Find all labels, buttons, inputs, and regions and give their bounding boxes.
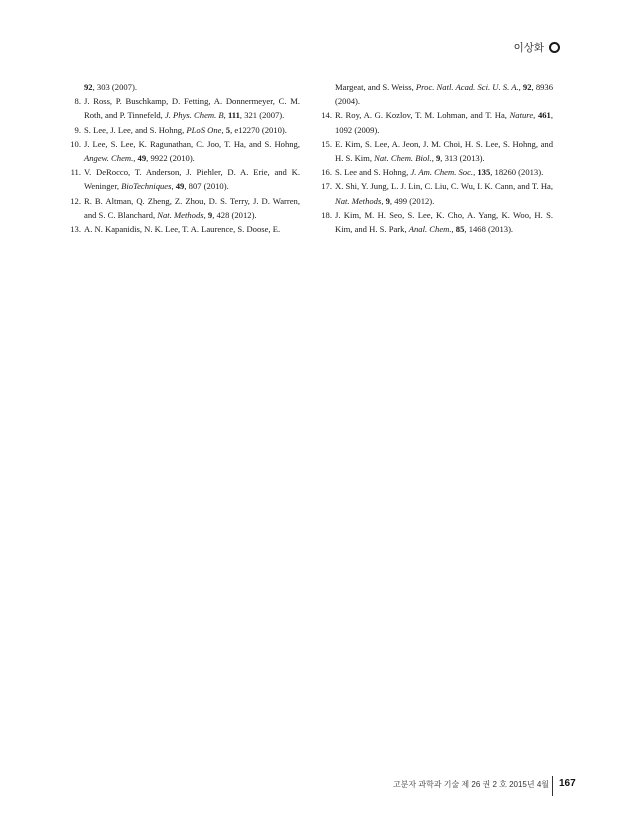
- journal-title: Nature: [509, 110, 534, 121]
- journal-title: Proc. Natl. Acad. Sci. U. S. A.: [415, 82, 519, 92]
- reference-number: 18.: [321, 209, 332, 220]
- reference-item: [70, 94, 300, 122]
- reference-text: , 303 (2007).: [92, 82, 137, 92]
- journal-title: J. Phys. Chem. B: [164, 110, 224, 121]
- reference-text: , 18260 (2013).: [490, 167, 544, 178]
- reference-text: J. Ross, P. Buschkamp, D. Fetting, A. Donnermeyer, C. M. Roth, and P. Tinnefeld,: [84, 96, 300, 121]
- volume-number: 5: [225, 124, 231, 135]
- references-right-column: [321, 80, 553, 236]
- page-footer: [0, 776, 621, 796]
- journal-title: Angew. Chem.: [84, 153, 134, 164]
- circle-marker-icon: [549, 42, 560, 53]
- reference-text: S. Lee, J. Lee, and S. Hohng,: [84, 124, 187, 135]
- reference-text: , 807 (2010).: [184, 181, 229, 192]
- reference-text: , 1092 (2009).: [335, 110, 553, 135]
- reference-text: , 321 (2007).: [239, 110, 285, 121]
- volume-number: 135: [477, 167, 491, 178]
- reference-text: ,: [171, 181, 176, 192]
- reference-text: Margeat, and S. Weiss,: [335, 82, 416, 92]
- volume-number: 49: [137, 153, 147, 164]
- reference-text: , 499 (2012).: [389, 195, 435, 206]
- reference-text: ,: [473, 167, 478, 178]
- reference-text: ,: [221, 124, 226, 135]
- reference-number: 14.: [321, 110, 332, 121]
- reference-text: R. B. Altman, Q. Zheng, Z. Zhou, D. S. Terry, J. D. Warren, and S. C. Blanchard,: [84, 195, 300, 220]
- reference-item: [321, 108, 553, 136]
- reference-text: , 1468 (2013).: [464, 224, 514, 235]
- reference-text: ,: [223, 110, 228, 121]
- volume-number: 461: [537, 110, 551, 121]
- reference-number: 13.: [70, 224, 81, 235]
- reference-text: ,: [533, 110, 538, 121]
- reference-text: R. Roy, A. G. Kozlov, T. M. Lohman, and T. Ha,: [335, 110, 510, 121]
- reference-item: [321, 80, 553, 108]
- reference-number: 17.: [321, 181, 332, 192]
- reference-number: 16.: [321, 167, 332, 178]
- reference-text: E. Kim, S. Lee, A. Jeon, J. M. Choi, H. S. Lee, S. Hohng, and H. S. Kim,: [335, 138, 553, 164]
- reference-item: [321, 179, 553, 207]
- reference-text: ,: [203, 209, 208, 220]
- reference-text: , 9922 (2010).: [146, 153, 195, 164]
- volume-number: 92: [522, 82, 532, 92]
- running-header: [514, 40, 560, 55]
- reference-text: , 428 (2012).: [212, 209, 257, 220]
- journal-title: Nat. Methods: [335, 195, 382, 206]
- reference-text: , 313 (2013).: [440, 153, 485, 164]
- reference-text: ,: [451, 224, 456, 235]
- volume-number: 85: [455, 224, 465, 235]
- journal-title: Nat. Chem. Biol.: [374, 153, 432, 164]
- volume-number: 111: [227, 110, 240, 121]
- reference-text: X. Shi, Y. Jung, L. J. Lin, C. Liu, C. Wu, I. K. Cann, and T. Ha,: [335, 181, 553, 192]
- reference-number: 8.: [74, 96, 81, 107]
- footer-divider: [552, 776, 553, 796]
- reference-text: V. DeRocco, T. Anderson, J. Piehler, D. A. Erie, and K. Weninger,: [84, 167, 300, 192]
- reference-text: , e12270 (2010).: [230, 124, 287, 135]
- reference-number: 9.: [74, 124, 81, 135]
- reference-text: , 8936 (2004).: [335, 82, 554, 107]
- journal-title: BioTechniques: [121, 181, 172, 192]
- reference-text: A. N. Kapanidis, N. K. Lee, T. A. Laurence, S. Doose, E.: [84, 224, 281, 235]
- author-name: 이상화: [513, 42, 544, 54]
- volume-number: 9: [207, 209, 213, 220]
- reference-item: [70, 80, 300, 94]
- reference-item: [321, 165, 553, 179]
- page-number: 167: [559, 778, 576, 789]
- reference-text: ,: [518, 82, 523, 92]
- reference-number: 15.: [321, 138, 332, 149]
- reference-text: ,: [133, 153, 138, 164]
- reference-text: J. Lee, S. Lee, K. Ragunathan, C. Joo, T. Ha, and S. Hohng,: [84, 138, 300, 149]
- volume-number: 92: [84, 82, 93, 92]
- reference-item: [70, 137, 300, 165]
- reference-item: [70, 165, 300, 193]
- reference-text: ,: [431, 153, 436, 164]
- reference-item: [321, 208, 553, 236]
- reference-item: [70, 123, 300, 137]
- reference-text: J. Kim, M. H. Seo, S. Lee, K. Cho, A. Yang, K. Woo, H. S. Kim, and H. S. Park,: [335, 209, 553, 235]
- volume-number: 9: [385, 195, 390, 206]
- journal-title: Anal. Chem.: [408, 224, 452, 235]
- reference-item: [321, 137, 553, 165]
- reference-number: 12.: [70, 195, 81, 206]
- journal-title: Nat. Methods: [157, 209, 204, 220]
- journal-title: J. Am. Chem. Soc.: [410, 167, 474, 178]
- reference-item: [70, 222, 300, 236]
- reference-number: 11.: [70, 167, 81, 178]
- journal-info: 고분자 과학과 기술 제 26 권 2 호 2015년 4월: [392, 780, 549, 789]
- reference-text: ,: [381, 195, 386, 206]
- volume-number: 49: [175, 181, 185, 192]
- reference-number: 10.: [70, 138, 81, 149]
- references-left-column: [70, 80, 300, 236]
- journal-title: PLoS One: [186, 124, 222, 135]
- reference-text: S. Lee and S. Hohng,: [335, 167, 411, 178]
- volume-number: 9: [435, 153, 441, 164]
- reference-item: [70, 194, 300, 222]
